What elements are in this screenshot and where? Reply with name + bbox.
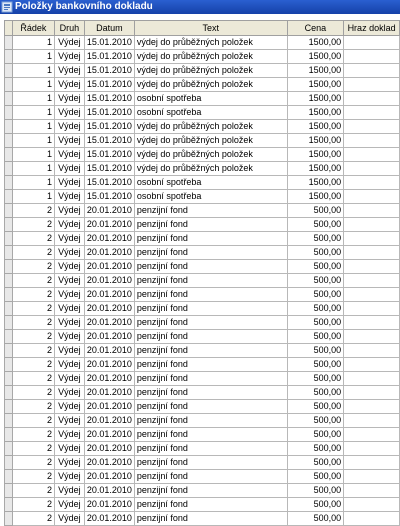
cell-datum[interactable]: 15.01.2010 (84, 134, 134, 148)
cell-radek[interactable]: 2 (12, 358, 54, 372)
table-row[interactable] (5, 442, 400, 456)
row-selector[interactable] (5, 400, 13, 414)
cell-cena[interactable]: 1500,00 (287, 190, 344, 204)
cell-radek[interactable]: 1 (12, 50, 54, 64)
cell-radek[interactable]: 1 (12, 120, 54, 134)
cell-radek[interactable]: 2 (12, 218, 54, 232)
cell-cena[interactable]: 500,00 (287, 456, 344, 470)
cell-hraz-doklad[interactable] (344, 204, 400, 218)
column-header-text[interactable]: Text (134, 21, 287, 36)
cell-text[interactable]: výdej do průběžných položek (134, 78, 287, 92)
cell-text[interactable]: osobní spotřeba (134, 92, 287, 106)
table-row[interactable] (5, 92, 400, 106)
cell-hraz-doklad[interactable] (344, 274, 400, 288)
table-row[interactable] (5, 428, 400, 442)
cell-cena[interactable]: 500,00 (287, 246, 344, 260)
cell-text[interactable]: výdej do průběžných položek (134, 36, 287, 50)
cell-hraz-doklad[interactable] (344, 232, 400, 246)
cell-druh[interactable]: Výdej (54, 246, 84, 260)
cell-hraz-doklad[interactable] (344, 190, 400, 204)
row-selector[interactable] (5, 344, 13, 358)
cell-datum[interactable]: 20.01.2010 (84, 274, 134, 288)
cell-druh[interactable]: Výdej (54, 456, 84, 470)
app-icon (2, 2, 12, 12)
cell-druh[interactable]: Výdej (54, 190, 84, 204)
cell-cena[interactable]: 500,00 (287, 386, 344, 400)
cell-druh[interactable]: Výdej (54, 204, 84, 218)
cell-druh[interactable]: Výdej (54, 498, 84, 512)
cell-hraz-doklad[interactable] (344, 428, 400, 442)
cell-radek[interactable]: 1 (12, 64, 54, 78)
cell-druh[interactable]: Výdej (54, 442, 84, 456)
table-row[interactable] (5, 190, 400, 204)
cell-cena[interactable]: 1500,00 (287, 78, 344, 92)
cell-druh[interactable]: Výdej (54, 288, 84, 302)
cell-radek[interactable]: 1 (12, 176, 54, 190)
cell-cena[interactable]: 1500,00 (287, 120, 344, 134)
cell-radek[interactable]: 1 (12, 36, 54, 50)
row-selector[interactable] (5, 456, 13, 470)
table-row[interactable] (5, 470, 400, 484)
cell-druh[interactable]: Výdej (54, 64, 84, 78)
cell-radek[interactable]: 1 (12, 106, 54, 120)
cell-hraz-doklad[interactable] (344, 330, 400, 344)
cell-radek[interactable]: 2 (12, 414, 54, 428)
cell-text[interactable]: penzijní fond (134, 442, 287, 456)
row-selector[interactable] (5, 232, 13, 246)
row-selector[interactable] (5, 134, 13, 148)
cell-text[interactable]: penzijní fond (134, 470, 287, 484)
cell-druh[interactable]: Výdej (54, 218, 84, 232)
cell-text[interactable]: osobní spotřeba (134, 106, 287, 120)
cell-cena[interactable]: 500,00 (287, 512, 344, 526)
title-bar[interactable] (0, 0, 400, 14)
table-row[interactable] (5, 330, 400, 344)
table-body (5, 36, 400, 526)
cell-cena[interactable]: 500,00 (287, 302, 344, 316)
cell-cena[interactable]: 1500,00 (287, 176, 344, 190)
table-header-row (5, 21, 400, 36)
cell-text[interactable]: penzijní fond (134, 260, 287, 274)
cell-datum[interactable]: 20.01.2010 (84, 316, 134, 330)
cell-hraz-doklad[interactable] (344, 400, 400, 414)
cell-datum[interactable]: 20.01.2010 (84, 456, 134, 470)
cell-datum[interactable]: 20.01.2010 (84, 232, 134, 246)
cell-druh[interactable]: Výdej (54, 358, 84, 372)
cell-text[interactable]: penzijní fond (134, 316, 287, 330)
cell-hraz-doklad[interactable] (344, 36, 400, 50)
cell-text[interactable]: osobní spotřeba (134, 190, 287, 204)
table-row[interactable] (5, 120, 400, 134)
table-row[interactable] (5, 78, 400, 92)
cell-druh[interactable]: Výdej (54, 50, 84, 64)
cell-datum[interactable]: 15.01.2010 (84, 50, 134, 64)
cell-datum[interactable]: 15.01.2010 (84, 92, 134, 106)
cell-radek[interactable]: 1 (12, 148, 54, 162)
cell-radek[interactable]: 2 (12, 246, 54, 260)
cell-radek[interactable]: 2 (12, 470, 54, 484)
cell-datum[interactable]: 20.01.2010 (84, 260, 134, 274)
cell-cena[interactable]: 1500,00 (287, 64, 344, 78)
row-selector[interactable] (5, 512, 13, 526)
row-selector[interactable] (5, 78, 13, 92)
row-selector[interactable] (5, 484, 13, 498)
cell-druh[interactable]: Výdej (54, 316, 84, 330)
table-row[interactable] (5, 218, 400, 232)
table-row[interactable] (5, 358, 400, 372)
cell-hraz-doklad[interactable] (344, 120, 400, 134)
cell-datum[interactable]: 20.01.2010 (84, 386, 134, 400)
row-selector[interactable] (5, 260, 13, 274)
cell-text[interactable]: penzijní fond (134, 204, 287, 218)
cell-text[interactable]: penzijní fond (134, 512, 287, 526)
cell-radek[interactable]: 1 (12, 162, 54, 176)
window-title: Položky bankovního dokladu (15, 1, 153, 12)
table-row[interactable] (5, 106, 400, 120)
cell-hraz-doklad[interactable] (344, 470, 400, 484)
cell-datum[interactable]: 20.01.2010 (84, 512, 134, 526)
cell-hraz-doklad[interactable] (344, 386, 400, 400)
row-selector[interactable] (5, 120, 13, 134)
cell-cena[interactable]: 1500,00 (287, 36, 344, 50)
cell-hraz-doklad[interactable] (344, 148, 400, 162)
cell-radek[interactable]: 1 (12, 134, 54, 148)
cell-hraz-doklad[interactable] (344, 456, 400, 470)
cell-datum[interactable]: 20.01.2010 (84, 484, 134, 498)
cell-druh[interactable]: Výdej (54, 330, 84, 344)
cell-hraz-doklad[interactable] (344, 414, 400, 428)
cell-radek[interactable]: 2 (12, 372, 54, 386)
cell-cena[interactable]: 1500,00 (287, 148, 344, 162)
cell-radek[interactable]: 1 (12, 78, 54, 92)
cell-radek[interactable]: 2 (12, 260, 54, 274)
cell-cena[interactable]: 1500,00 (287, 134, 344, 148)
row-selector[interactable] (5, 36, 13, 50)
cell-datum[interactable]: 20.01.2010 (84, 498, 134, 512)
cell-datum[interactable]: 15.01.2010 (84, 120, 134, 134)
cell-datum[interactable]: 20.01.2010 (84, 302, 134, 316)
cell-datum[interactable]: 20.01.2010 (84, 358, 134, 372)
cell-hraz-doklad[interactable] (344, 316, 400, 330)
cell-text[interactable]: penzijní fond (134, 372, 287, 386)
cell-text[interactable]: penzijní fond (134, 484, 287, 498)
cell-radek[interactable]: 2 (12, 204, 54, 218)
cell-cena[interactable]: 500,00 (287, 218, 344, 232)
cell-text[interactable]: penzijní fond (134, 498, 287, 512)
cell-text[interactable]: výdej do průběžných položek (134, 134, 287, 148)
cell-cena[interactable]: 500,00 (287, 274, 344, 288)
cell-datum[interactable]: 15.01.2010 (84, 78, 134, 92)
cell-radek[interactable]: 2 (12, 274, 54, 288)
row-selector[interactable] (5, 330, 13, 344)
cell-radek[interactable]: 2 (12, 484, 54, 498)
table-row[interactable] (5, 400, 400, 414)
cell-cena[interactable]: 500,00 (287, 330, 344, 344)
cell-hraz-doklad[interactable] (344, 50, 400, 64)
cell-druh[interactable]: Výdej (54, 372, 84, 386)
row-selector[interactable] (5, 162, 13, 176)
cell-radek[interactable]: 2 (12, 428, 54, 442)
cell-hraz-doklad[interactable] (344, 260, 400, 274)
table-row[interactable] (5, 148, 400, 162)
cell-cena[interactable]: 500,00 (287, 204, 344, 218)
cell-text[interactable]: výdej do průběžných položek (134, 120, 287, 134)
cell-radek[interactable]: 2 (12, 344, 54, 358)
cell-hraz-doklad[interactable] (344, 134, 400, 148)
cell-druh[interactable]: Výdej (54, 78, 84, 92)
items-grid-area (0, 14, 400, 523)
table-row[interactable] (5, 134, 400, 148)
cell-druh[interactable]: Výdej (54, 176, 84, 190)
cell-radek[interactable]: 2 (12, 512, 54, 526)
cell-datum[interactable]: 15.01.2010 (84, 162, 134, 176)
cell-druh[interactable]: Výdej (54, 428, 84, 442)
table-row[interactable] (5, 64, 400, 78)
cell-druh[interactable]: Výdej (54, 92, 84, 106)
table-row[interactable] (5, 456, 400, 470)
cell-datum[interactable]: 20.01.2010 (84, 372, 134, 386)
row-selector[interactable] (5, 316, 13, 330)
cell-text[interactable]: penzijní fond (134, 358, 287, 372)
cell-hraz-doklad[interactable] (344, 176, 400, 190)
cell-text[interactable]: penzijní fond (134, 288, 287, 302)
table-row[interactable] (5, 386, 400, 400)
table-row[interactable] (5, 316, 400, 330)
table-row[interactable] (5, 498, 400, 512)
row-selector[interactable] (5, 302, 13, 316)
column-header-cena[interactable]: Cena (287, 21, 344, 36)
cell-datum[interactable]: 20.01.2010 (84, 442, 134, 456)
cell-cena[interactable]: 500,00 (287, 442, 344, 456)
table-row[interactable] (5, 260, 400, 274)
column-header-datum[interactable]: Datum (84, 21, 134, 36)
cell-radek[interactable]: 2 (12, 442, 54, 456)
cell-text[interactable]: penzijní fond (134, 456, 287, 470)
row-selector[interactable] (5, 92, 13, 106)
cell-cena[interactable]: 500,00 (287, 470, 344, 484)
cell-hraz-doklad[interactable] (344, 92, 400, 106)
table-row[interactable] (5, 344, 400, 358)
cell-datum[interactable]: 20.01.2010 (84, 330, 134, 344)
cell-text[interactable]: penzijní fond (134, 400, 287, 414)
cell-radek[interactable]: 2 (12, 456, 54, 470)
cell-radek[interactable]: 1 (12, 92, 54, 106)
cell-druh[interactable]: Výdej (54, 36, 84, 50)
cell-text[interactable]: výdej do průběžných položek (134, 64, 287, 78)
cell-druh[interactable]: Výdej (54, 106, 84, 120)
row-selector[interactable] (5, 148, 13, 162)
row-selector[interactable] (5, 428, 13, 442)
cell-cena[interactable]: 500,00 (287, 358, 344, 372)
row-selector[interactable] (5, 442, 13, 456)
cell-hraz-doklad[interactable] (344, 344, 400, 358)
cell-cena[interactable]: 500,00 (287, 400, 344, 414)
cell-cena[interactable]: 1500,00 (287, 106, 344, 120)
table-row[interactable] (5, 204, 400, 218)
cell-datum[interactable]: 20.01.2010 (84, 414, 134, 428)
row-selector[interactable] (5, 106, 13, 120)
cell-druh[interactable]: Výdej (54, 148, 84, 162)
table-row[interactable] (5, 274, 400, 288)
table-row[interactable] (5, 414, 400, 428)
cell-hraz-doklad[interactable] (344, 218, 400, 232)
column-header-hraz-doklad[interactable]: Hraz doklad (344, 21, 400, 36)
row-selector[interactable] (5, 204, 13, 218)
cell-text[interactable]: penzijní fond (134, 302, 287, 316)
row-selector[interactable] (5, 470, 13, 484)
cell-hraz-doklad[interactable] (344, 484, 400, 498)
cell-cena[interactable]: 500,00 (287, 344, 344, 358)
table-row[interactable] (5, 484, 400, 498)
cell-text[interactable]: penzijní fond (134, 274, 287, 288)
cell-datum[interactable]: 20.01.2010 (84, 400, 134, 414)
row-selector-header[interactable] (5, 21, 13, 36)
cell-text[interactable]: penzijní fond (134, 246, 287, 260)
table-row[interactable] (5, 512, 400, 526)
cell-cena[interactable]: 500,00 (287, 372, 344, 386)
cell-datum[interactable]: 15.01.2010 (84, 36, 134, 50)
cell-datum[interactable]: 20.01.2010 (84, 344, 134, 358)
row-selector[interactable] (5, 218, 13, 232)
table-row[interactable] (5, 246, 400, 260)
cell-hraz-doklad[interactable] (344, 512, 400, 526)
cell-radek[interactable]: 2 (12, 386, 54, 400)
cell-druh[interactable]: Výdej (54, 512, 84, 526)
cell-datum[interactable]: 20.01.2010 (84, 204, 134, 218)
cell-cena[interactable]: 1500,00 (287, 92, 344, 106)
row-selector[interactable] (5, 288, 13, 302)
cell-druh[interactable]: Výdej (54, 344, 84, 358)
cell-cena[interactable]: 500,00 (287, 316, 344, 330)
cell-datum[interactable]: 20.01.2010 (84, 470, 134, 484)
cell-datum[interactable]: 20.01.2010 (84, 218, 134, 232)
row-selector[interactable] (5, 50, 13, 64)
cell-cena[interactable]: 500,00 (287, 498, 344, 512)
cell-text[interactable]: penzijní fond (134, 218, 287, 232)
row-selector[interactable] (5, 372, 13, 386)
cell-hraz-doklad[interactable] (344, 288, 400, 302)
cell-datum[interactable]: 20.01.2010 (84, 288, 134, 302)
table-row[interactable] (5, 176, 400, 190)
cell-text[interactable]: penzijní fond (134, 344, 287, 358)
table-row[interactable] (5, 372, 400, 386)
cell-radek[interactable]: 2 (12, 330, 54, 344)
cell-druh[interactable]: Výdej (54, 484, 84, 498)
cell-druh[interactable]: Výdej (54, 120, 84, 134)
cell-cena[interactable]: 500,00 (287, 484, 344, 498)
cell-druh[interactable]: Výdej (54, 414, 84, 428)
cell-druh[interactable]: Výdej (54, 134, 84, 148)
cell-hraz-doklad[interactable] (344, 78, 400, 92)
table-row[interactable] (5, 36, 400, 50)
cell-radek[interactable]: 2 (12, 232, 54, 246)
cell-radek[interactable]: 2 (12, 316, 54, 330)
cell-druh[interactable]: Výdej (54, 470, 84, 484)
cell-text[interactable]: penzijní fond (134, 232, 287, 246)
cell-druh[interactable]: Výdej (54, 274, 84, 288)
column-header-druh[interactable]: Druh (54, 21, 84, 36)
cell-text[interactable]: výdej do průběžných položek (134, 148, 287, 162)
row-selector[interactable] (5, 358, 13, 372)
cell-radek[interactable]: 2 (12, 288, 54, 302)
table-row[interactable] (5, 302, 400, 316)
cell-text[interactable]: výdej do průběžných položek (134, 162, 287, 176)
row-selector[interactable] (5, 498, 13, 512)
cell-datum[interactable]: 20.01.2010 (84, 428, 134, 442)
cell-text[interactable]: výdej do průběžných položek (134, 50, 287, 64)
row-selector[interactable] (5, 414, 13, 428)
cell-hraz-doklad[interactable] (344, 498, 400, 512)
cell-datum[interactable]: 15.01.2010 (84, 176, 134, 190)
cell-druh[interactable]: Výdej (54, 400, 84, 414)
cell-hraz-doklad[interactable] (344, 302, 400, 316)
cell-text[interactable]: osobní spotřeba (134, 176, 287, 190)
column-header-radek[interactable]: Řádek (12, 21, 54, 36)
cell-radek[interactable]: 2 (12, 302, 54, 316)
cell-hraz-doklad[interactable] (344, 246, 400, 260)
row-selector[interactable] (5, 386, 13, 400)
cell-druh[interactable]: Výdej (54, 162, 84, 176)
cell-cena[interactable]: 500,00 (287, 232, 344, 246)
cell-hraz-doklad[interactable] (344, 162, 400, 176)
cell-hraz-doklad[interactable] (344, 106, 400, 120)
table-row[interactable] (5, 50, 400, 64)
cell-druh[interactable]: Výdej (54, 386, 84, 400)
cell-hraz-doklad[interactable] (344, 358, 400, 372)
cell-cena[interactable]: 500,00 (287, 288, 344, 302)
cell-cena[interactable]: 500,00 (287, 428, 344, 442)
row-selector[interactable] (5, 190, 13, 204)
cell-cena[interactable]: 500,00 (287, 414, 344, 428)
cell-radek[interactable]: 2 (12, 400, 54, 414)
cell-datum[interactable]: 15.01.2010 (84, 106, 134, 120)
cell-datum[interactable]: 15.01.2010 (84, 64, 134, 78)
cell-hraz-doklad[interactable] (344, 372, 400, 386)
row-selector[interactable] (5, 64, 13, 78)
cell-datum[interactable]: 15.01.2010 (84, 190, 134, 204)
cell-hraz-doklad[interactable] (344, 64, 400, 78)
cell-druh[interactable]: Výdej (54, 232, 84, 246)
table-row[interactable] (5, 162, 400, 176)
cell-cena[interactable]: 1500,00 (287, 50, 344, 64)
items-table (4, 20, 400, 526)
cell-druh[interactable]: Výdej (54, 302, 84, 316)
cell-text[interactable]: penzijní fond (134, 386, 287, 400)
cell-cena[interactable]: 1500,00 (287, 162, 344, 176)
table-row[interactable] (5, 232, 400, 246)
cell-hraz-doklad[interactable] (344, 442, 400, 456)
cell-cena[interactable]: 500,00 (287, 260, 344, 274)
cell-datum[interactable]: 15.01.2010 (84, 148, 134, 162)
row-selector[interactable] (5, 274, 13, 288)
cell-datum[interactable]: 20.01.2010 (84, 246, 134, 260)
cell-radek[interactable]: 1 (12, 190, 54, 204)
cell-text[interactable]: penzijní fond (134, 414, 287, 428)
table-row[interactable] (5, 288, 400, 302)
row-selector[interactable] (5, 176, 13, 190)
cell-radek[interactable]: 2 (12, 498, 54, 512)
row-selector[interactable] (5, 246, 13, 260)
cell-druh[interactable]: Výdej (54, 260, 84, 274)
cell-text[interactable]: penzijní fond (134, 428, 287, 442)
cell-text[interactable]: penzijní fond (134, 330, 287, 344)
